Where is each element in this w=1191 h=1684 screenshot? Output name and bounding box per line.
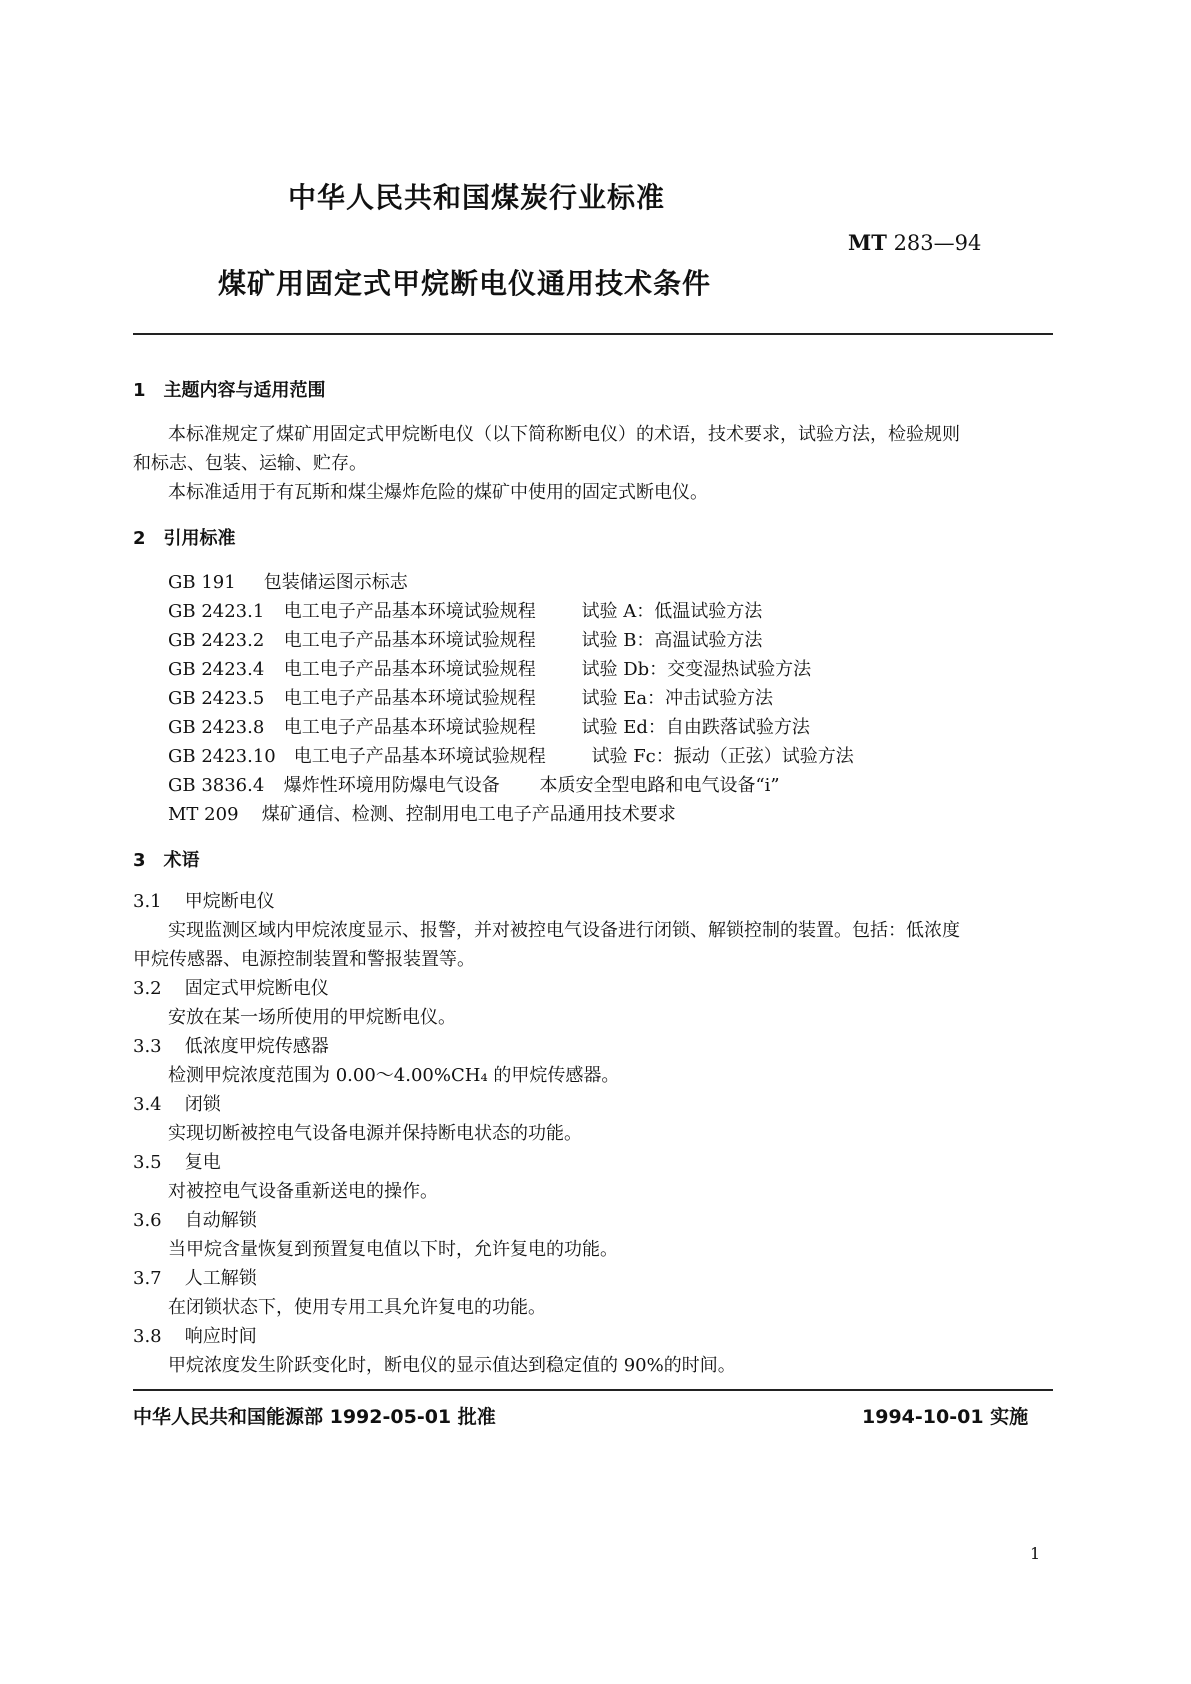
- reference-item: [168, 742, 854, 768]
- reference-code: GB 2423.1: [168, 601, 265, 622]
- standard-code: [848, 230, 981, 255]
- section-1-para-2: 本标准适用于有瓦斯和煤尘爆炸危险的煤矿中使用的固定式断电仪。: [168, 482, 708, 503]
- reference-title: 煤矿通信、检测、控制用电工电子产品通用技术要求: [261, 804, 676, 825]
- term-number: 3.8: [133, 1326, 162, 1347]
- implementation-date: 1994-10-01 实施: [862, 1406, 1029, 1428]
- page-number: 1: [1030, 1544, 1041, 1563]
- reference-subtitle: 试验 Db：交变湿热试验方法: [581, 659, 812, 680]
- reference-title: 电工电子产品基本环境试验规程: [283, 659, 536, 680]
- reference-item: [168, 597, 762, 623]
- reference-subtitle: 试验 Ea：冲击试验方法: [581, 688, 774, 709]
- reference-code: GB 3836.4: [168, 775, 265, 796]
- reference-title: 电工电子产品基本环境试验规程: [283, 601, 536, 622]
- reference-code: GB 2423.8: [168, 717, 265, 738]
- reference-item: [168, 684, 773, 710]
- reference-code: GB 2423.2: [168, 630, 265, 651]
- term-number: 3.4: [133, 1094, 162, 1115]
- section-3-heading: 3 术语: [133, 850, 200, 871]
- reference-item: [168, 800, 676, 826]
- reference-item: [168, 713, 810, 739]
- reference-item: [168, 771, 780, 797]
- reference-title: 包装储运图示标志: [263, 572, 408, 593]
- term-number: 3.5: [133, 1152, 162, 1173]
- term-heading: [133, 1092, 221, 1118]
- reference-subtitle: 试验 B：高温试验方法: [581, 630, 763, 651]
- reference-code: GB 2423.5: [168, 688, 265, 709]
- section-1-para-1-line-1: 本标准规定了煤矿用固定式甲烷断电仪（以下简称断电仪）的术语，技术要求，试验方法，检验规则: [168, 424, 960, 445]
- term-definition: 检测甲烷浓度范围为 0.00～4.00%CH₄ 的甲烷传感器。: [168, 1065, 620, 1086]
- term-heading: [133, 1266, 257, 1292]
- term-name: 自动解锁: [184, 1210, 257, 1231]
- document-title: 煤矿用固定式甲烷断电仪通用技术条件: [218, 267, 712, 300]
- term-number: 3.6: [133, 1210, 162, 1231]
- approval-line: 中华人民共和国能源部 1992-05-01 批准: [133, 1406, 496, 1428]
- reference-subtitle: 试验 Ed：自由跌落试验方法: [581, 717, 810, 738]
- reference-subtitle: 试验 Fc：振动（正弦）试验方法: [591, 746, 854, 767]
- term-heading: [133, 1150, 221, 1176]
- term-name: 低浓度甲烷传感器: [184, 1036, 329, 1057]
- reference-item: [168, 568, 408, 594]
- reference-code: MT 209: [168, 804, 239, 825]
- reference-subtitle: 本质安全型电路和电气设备“i”: [539, 775, 780, 796]
- term-name: 固定式甲烷断电仪: [184, 978, 329, 999]
- term-definition: 实现切断被控电气设备电源并保持断电状态的功能。: [168, 1123, 582, 1144]
- reference-code: GB 2423.10: [168, 746, 276, 767]
- term-heading: [133, 1324, 257, 1350]
- term-name: 响应时间: [184, 1326, 257, 1347]
- term-name: 复电: [184, 1152, 221, 1173]
- term-number: 3.1: [133, 891, 162, 912]
- term-name: 闭锁: [184, 1094, 221, 1115]
- term-definition: 对被控电气设备重新送电的操作。: [168, 1181, 438, 1202]
- term-definition: 在闭锁状态下，使用专用工具允许复电的功能。: [168, 1297, 546, 1318]
- standard-code-prefix: MT: [848, 230, 887, 255]
- reference-code: GB 2423.4: [168, 659, 265, 680]
- section-1-para-1-line-2: 和标志、包装、运输、贮存。: [133, 453, 367, 474]
- footer-rule: [133, 1389, 1053, 1391]
- term-definition-continued: 甲烷传感器、电源控制装置和警报装置等。: [133, 949, 475, 970]
- term-name: 甲烷断电仪: [184, 891, 275, 912]
- term-heading: [133, 976, 329, 1002]
- header-rule: [133, 333, 1053, 335]
- reference-title: 电工电子产品基本环境试验规程: [283, 688, 536, 709]
- term-number: 3.2: [133, 978, 162, 999]
- reference-item: [168, 655, 811, 681]
- reference-title: 电工电子产品基本环境试验规程: [283, 630, 536, 651]
- term-definition: 实现监测区域内甲烷浓度显示、报警，并对被控电气设备进行闭锁、解锁控制的装置。包括：低浓度: [168, 920, 960, 941]
- term-number: 3.3: [133, 1036, 162, 1057]
- reference-subtitle: 试验 A：低温试验方法: [581, 601, 763, 622]
- section-1-heading: 1 主题内容与适用范围: [133, 380, 326, 401]
- term-name: 人工解锁: [184, 1268, 257, 1289]
- term-number: 3.7: [133, 1268, 162, 1289]
- standard-code-number: 283—94: [893, 231, 982, 255]
- term-definition: 当甲烷含量恢复到预置复电值以下时，允许复电的功能。: [168, 1239, 618, 1260]
- reference-title: 电工电子产品基本环境试验规程: [283, 717, 536, 738]
- term-heading: [133, 1034, 329, 1060]
- term-definition: 甲烷浓度发生阶跃变化时，断电仪的显示值达到稳定值的 90%的时间。: [168, 1355, 736, 1376]
- section-2-heading: 2 引用标准: [133, 528, 236, 549]
- reference-code: GB 191: [168, 572, 236, 593]
- reference-item: [168, 626, 762, 652]
- reference-title: 电工电子产品基本环境试验规程: [293, 746, 546, 767]
- reference-title: 爆炸性环境用防爆电气设备: [283, 775, 500, 796]
- term-heading: [133, 1208, 257, 1234]
- standard-name: 中华人民共和国煤炭行业标准: [288, 181, 666, 214]
- term-definition: 安放在某一场所使用的甲烷断电仪。: [168, 1007, 456, 1028]
- term-heading: [133, 889, 275, 915]
